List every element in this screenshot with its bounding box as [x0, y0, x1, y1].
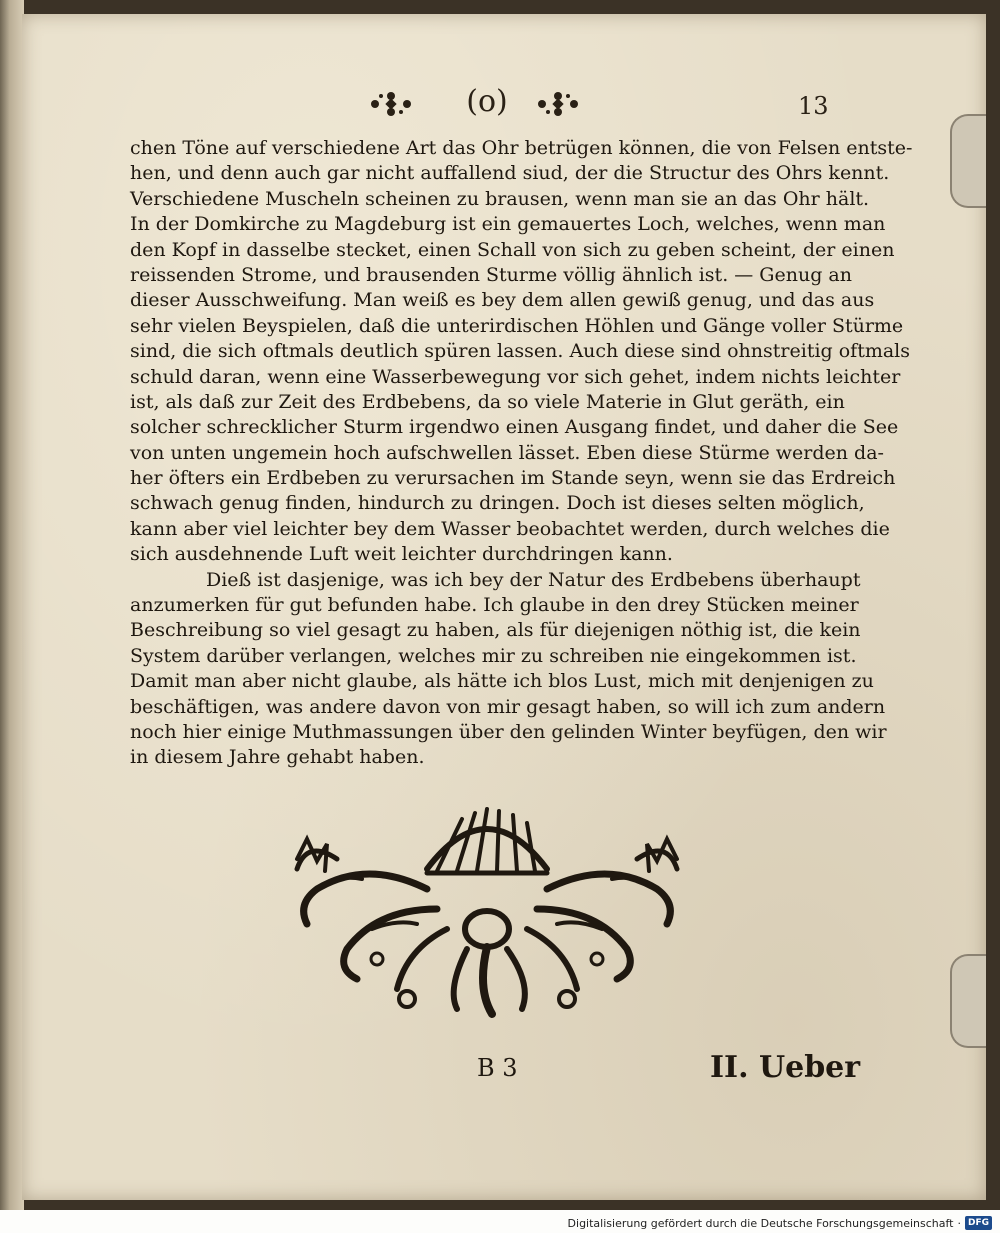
text-line: her öfters ein Erdbeben zu verursachen im Stande seyn, wenn sie das Erdreich — [130, 467, 896, 490]
book-page — [22, 14, 986, 1200]
text-line: ist, als daß zur Zeit des Erdbebens, da so viele Materie in Glut geräth, ein — [130, 390, 845, 413]
facing-page-edge — [0, 0, 24, 1210]
text-line: anzumerken für gut befunden habe. Ich glaube in den drey Stücken meiner — [130, 594, 859, 617]
text-line: beschäftigen, was andere davon von mir gesagt haben, so will ich zum andern — [130, 695, 886, 718]
footer-separator: · — [957, 1216, 961, 1230]
text-line: In der Domkirche zu Magdeburg ist ein gemauertes Loch, welches, wenn man — [130, 213, 886, 236]
footer-text: Digitalisierung gefördert durch die Deutsche Forschungsgemeinschaft — [567, 1216, 954, 1230]
text-line: Verschiedene Muscheln scheinen zu brausen, wenn man sie an das Ohr hält. — [130, 187, 870, 210]
text-line: Dieß ist dasjenige, was ich bey der Natur des Erdbebens überhaupt — [206, 568, 861, 591]
signature-catchword: B 3 — [477, 1054, 518, 1082]
text-line: noch hier einige Muthmassungen über den gelinden Winter beyfügen, den wir — [130, 720, 887, 743]
page-tab-bottom — [950, 954, 986, 1048]
text-line: Beschreibung so viel gesagt zu haben, als für diejenigen nöthig ist, die kein — [130, 619, 861, 642]
body-text — [130, 136, 913, 771]
text-line: sehr vielen Beyspielen, daß die unterirdischen Höhlen und Gänge voller Stürme — [130, 314, 904, 337]
shell-foliage-vignette-icon — [277, 799, 697, 1029]
text-line: dieser Ausschweifung. Man weiß es bey dem allen gewiß genug, und das aus — [130, 289, 875, 312]
dfg-logo: DFG — [965, 1216, 992, 1230]
text-line: in diesem Jahre gehabt haben. — [130, 746, 425, 769]
fleuron-icon — [367, 90, 415, 118]
signature-mark: (o) — [466, 84, 508, 119]
paragraph-2 — [130, 568, 887, 771]
page-number: 13 — [798, 92, 829, 120]
text-line: hen, und denn auch gar nicht auffallend siud, der die Structur des Ohrs kennt. — [130, 162, 890, 185]
text-line: kann aber viel leichter bey dem Wasser beobachtet werden, durch welches die — [130, 517, 890, 540]
text-line: den Kopf in dasselbe stecket, einen Schall von sich zu geben scheint, der einen — [130, 238, 895, 261]
running-header — [22, 84, 986, 124]
fleuron-icon — [534, 90, 582, 118]
text-line: solcher schrecklicher Sturm irgendwo einen Ausgang findet, und daher die See — [130, 416, 899, 439]
text-line: schuld daran, wenn eine Wasserbewegung vor sich gehet, indem nichts leichter — [130, 365, 901, 388]
next-heading-catchword: II. Ueber — [710, 1050, 861, 1085]
text-line: schwach genug finden, hindurch zu dringen. Doch ist dieses selten möglich, — [130, 492, 865, 515]
text-line: reissenden Strome, und brausenden Sturme völlig ähnlich ist. — Genug an — [130, 263, 852, 286]
digitization-footer — [568, 1214, 992, 1232]
text-line: Damit man aber nicht glaube, als hätte ich blos Lust, mich mit denjenigen zu — [130, 670, 874, 693]
text-line: von unten ungemein hoch aufschwellen lässet. Eben diese Stürme werden da- — [130, 441, 884, 464]
text-line: System darüber verlangen, welches mir zu schreiben nie eingekommen ist. — [130, 644, 857, 667]
text-line: sind, die sich oftmals deutlich spüren lassen. Auch diese sind ohnstreitig oftmals — [130, 340, 911, 363]
text-line: chen Töne auf verschiedene Art das Ohr betrügen können, die von Felsen entste- — [130, 137, 913, 159]
paragraph-1 — [130, 136, 913, 568]
text-line: sich ausdehnende Luft weit leichter durchdringen kann. — [130, 543, 673, 566]
page-tab-top — [950, 114, 986, 208]
